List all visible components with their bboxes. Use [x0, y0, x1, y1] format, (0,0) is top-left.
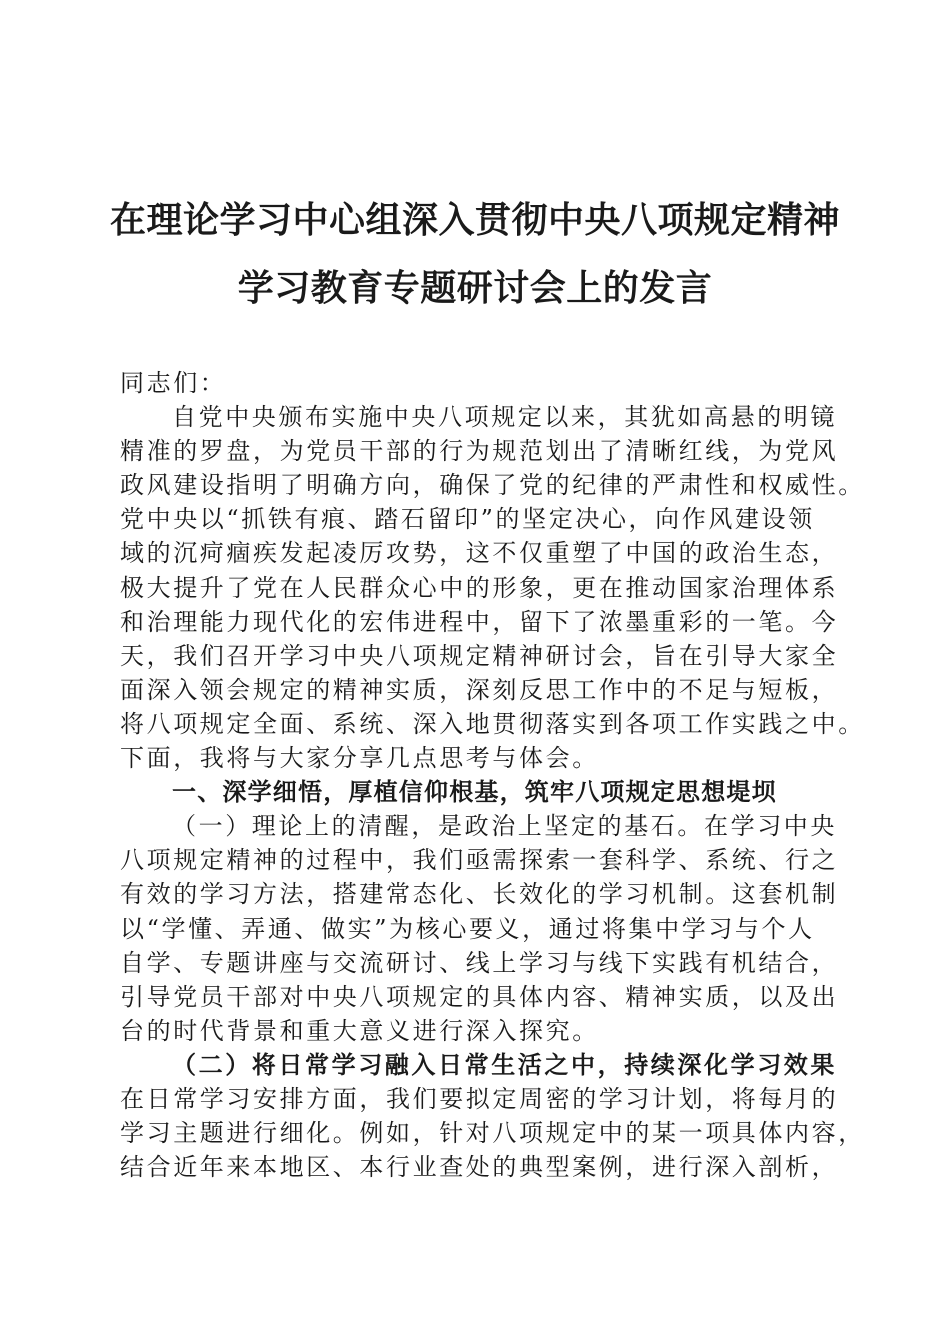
intro-line: 极大提升了党在人民群众心中的形象，更在推动国家治理体系: [120, 573, 839, 602]
subsection-2-line: 在日常学习安排方面，我们要拟定周密的学习计划，将每月的: [120, 1084, 839, 1113]
subsection-1-line: 台的时代背景和重大意义进行深入探究。: [120, 1016, 599, 1045]
subsection-1-line: 八项规定精神的过程中，我们亟需探索一套科学、系统、行之: [120, 846, 839, 875]
intro-line: 党中央以“抓铁有痕、踏石留印”的坚定决心，向作风建设领: [120, 505, 815, 534]
salutation: 同志们：: [120, 369, 227, 397]
section-1-heading: 一、深学细悟，厚植信仰根基，筑牢八项规定思想堤坝: [172, 778, 777, 807]
intro-line: 面深入领会规定的精神实质，深刻反思工作中的不足与短板，: [120, 675, 839, 704]
intro-line: 域的沉疴痼疾发起凌厉攻势，这不仅重塑了中国的政治生态，: [120, 539, 839, 568]
subsection-2-line: 学习主题进行细化。例如，针对八项规定中的某一项具体内容，: [120, 1119, 865, 1148]
intro-line: 政风建设指明了明确方向，确保了党的纪律的严肃性和权威性。: [120, 471, 865, 500]
subsection-1-line: （一）理论上的清醒，是政治上坚定的基石。在学习中央: [172, 812, 837, 841]
intro-line: 天，我们召开学习中央八项规定精神研讨会，旨在引导大家全: [120, 641, 839, 670]
intro-line: 自党中央颁布实施中央八项规定以来，其犹如高悬的明镜: [172, 403, 837, 432]
intro-line: 和治理能力现代化的宏伟进程中，留下了浓墨重彩的一笔。今: [120, 607, 839, 636]
subsection-1-line: 自学、专题讲座与交流研讨、线上学习与线下实践有机结合，: [120, 948, 839, 977]
intro-line: 下面，我将与大家分享几点思考与体会。: [120, 744, 599, 773]
document-body: [120, 366, 865, 1184]
document-title-line-2: 学习教育专题研讨会上的发言: [237, 267, 713, 309]
subsection-1-line: 有效的学习方法，搭建常态化、长效化的学习机制。这套机制: [120, 880, 839, 909]
subsection-1-line: 以“学懂、弄通、做实”为核心要义，通过将集中学习与个人: [120, 914, 815, 943]
subsection-2-line: 结合近年来本地区、本行业查处的典型案例，进行深入剖析，: [120, 1153, 839, 1182]
document-title-line-1: 在理论学习中心组深入贯彻中央八项规定精神: [109, 199, 840, 241]
intro-line: 精准的罗盘，为党员干部的行为规范划出了清晰红线，为党风: [120, 437, 839, 466]
subsection-2-heading: （二）将日常学习融入日常生活之中，持续深化学习效果: [172, 1049, 837, 1079]
intro-line: 将八项规定全面、系统、深入地贯彻落实到各项工作实践之中。: [120, 709, 865, 738]
subsection-1-line: 引导党员干部对中央八项规定的具体内容、精神实质，以及出: [120, 982, 839, 1011]
